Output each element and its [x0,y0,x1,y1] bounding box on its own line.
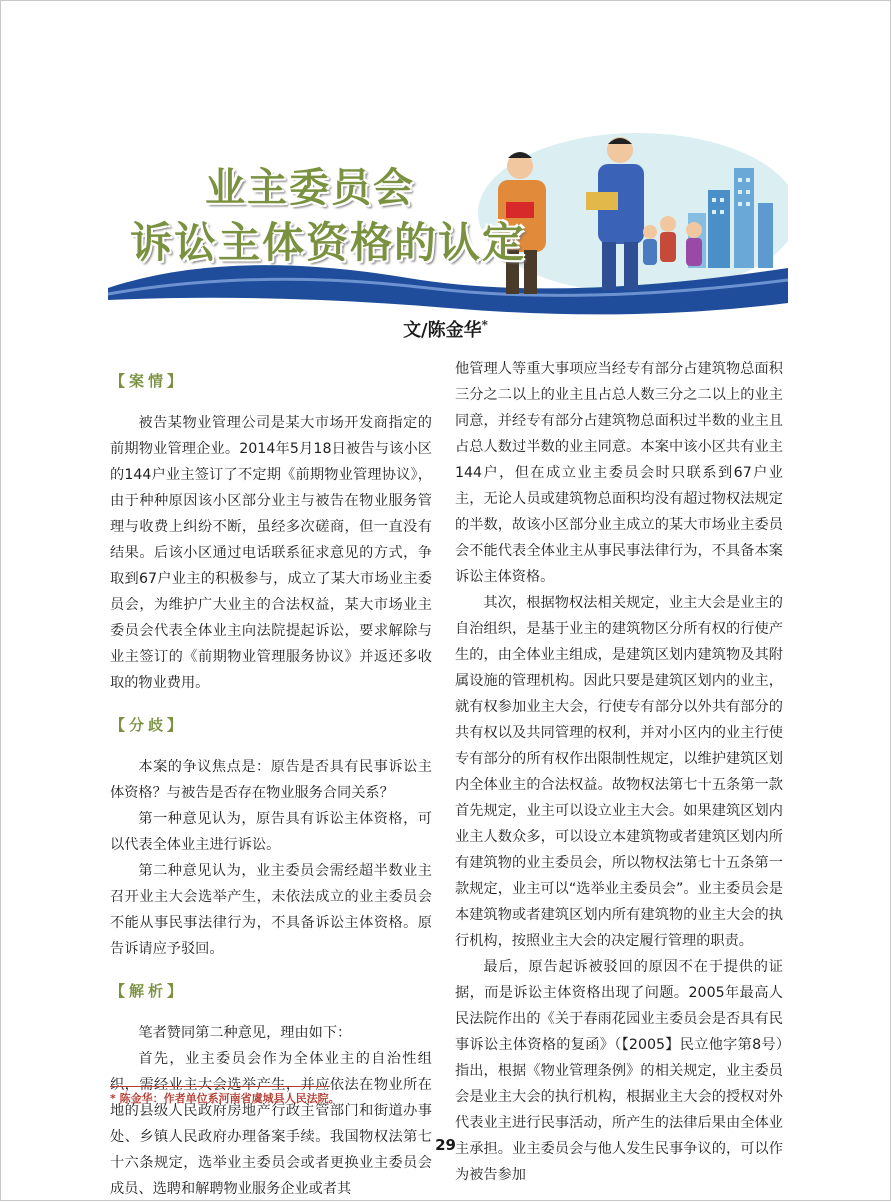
paragraph: 笔者赞同第二种意见，理由如下： [138,1025,352,1041]
author-footnote: * 陈金华：作者单位系河南省虞城县人民法院。 [110,1092,340,1105]
paragraph: 第一种意见认为，原告具有诉讼主体资格，可以代表全体业主进行诉讼。 [110,811,432,853]
author-byline [0,316,891,342]
author-footnote-mark: * [481,318,488,332]
page-number: 29 [435,1136,456,1154]
section-heading-facts: 【案情】 [110,372,187,390]
paragraph: 首先，业主委员会作为全体业主的自治性组织，需经业主大会选举产生，并应依法在物业所在地的县级人民政府房地产行政主管部门和街道办事处、乡镇人民政府办理备案手续。我国物权法第七十六条规定，选举业主委员会或者更换业主委员会成员、选聘和解聘物业服务企业或者其 [110,1051,432,1197]
footnote-divider [110,1086,330,1087]
article-title-line-2: 诉讼主体资格的认定 [130,218,527,267]
author-name: 文/陈金华 [403,320,482,341]
article-title-line-1: 业主委员会 [205,165,415,211]
right-column [455,356,783,1188]
paragraph: 被告某物业管理公司是某大市场开发商指定的前期物业管理企业。2014年5月18日被告与该小区的144户业主签订了不定期《前期物业管理协议》，由于种种原因该小区部分业主与被告在物业服务管理与收费上纠纷不断，虽经多次磋商，但一直没有结果。后该小区通过电话联系征求意见的方式，争取到67户业主的积极参与，成立了某大市场业主委员会，为维护广大业主的合法权益，某大市场业主委员会代表全体业主向法院提起诉讼，要求解除与业主签订的《前期物业管理服务协议》并返还多收取的物业费用。 [110,415,432,691]
paragraph: 他管理人等重大事项应当经专有部分占建筑物总面积三分之二以上的业主且占总人数三分之二以上的业主同意，并经专有部分占建筑物总面积过半数的业主且占总人数过半数的业主同意。本案中该小区共有业主144户，但在成立业主委员会时只联系到67户业主，无论人员或建筑物总面积均没有超过物权法规定的半数，故该小区部分业主成立的某大市场业主委员会不能代表全体业主从事民事法律行为，不具备本案诉讼主体资格。 [455,361,783,585]
paragraph: 本案的争议焦点是：原告是否具有民事诉讼主体资格？与被告是否存在物业服务合同关系？ [110,759,432,801]
paragraph: 最后，原告起诉被驳回的原因不在于提供的证据，而是诉讼主体资格出现了问题。2005年最高人民法院作出的《关于春雨花园业主委员会是否具有民事诉讼主体资格的复函》（【2005】民立他字第8号）指出，根据《物业管理条例》的相关规定，业主委员会是业主大会的执行机构，根据业主大会的授权对外代表业主进行民事活动，所产生的法律后果由全体业主承担。业主委员会与他人发生民事争议的，可以作为被告参加 [455,959,783,1183]
paragraph: 第二种意见认为，业主委员会需经超半数业主召开业主大会选举产生，未依法成立的业主委员会不能从事民事法律行为，不具备诉讼主体资格。原告诉请应予驳回。 [110,863,432,957]
left-column [110,368,432,1202]
section-heading-analysis: 【解析】 [110,982,187,1000]
section-heading-dispute: 【分歧】 [110,716,187,734]
paragraph: 其次，根据物权法相关规定，业主大会是业主的自治组织，是基于业主的建筑物区分所有权的行使产生的，由全体业主组成，是建筑区划内建筑物及其附属设施的管理机构。因此只要是建筑区划内的业主，就有权参加业主大会，行使专有部分以外共有部分的共有权以及共同管理的权利，并对小区内的业主行使专有部分的所有权作出限制性规定，以维护建筑区划内全体业主的合法权益。故物权法第七十五条第一款首先规定，业主可以设立业主大会。如果建筑区划内业主人数众多，可以设立本建筑物或者建筑区划内所有建筑物的业主委员会，所以物权法第七十五条第一款规定，业主可以“选举业主委员会”。业主委员会是本建筑物或者建筑区划内所有建筑物的业主大会的执行机构，按照业主大会的决定履行管理的职责。 [455,595,783,949]
